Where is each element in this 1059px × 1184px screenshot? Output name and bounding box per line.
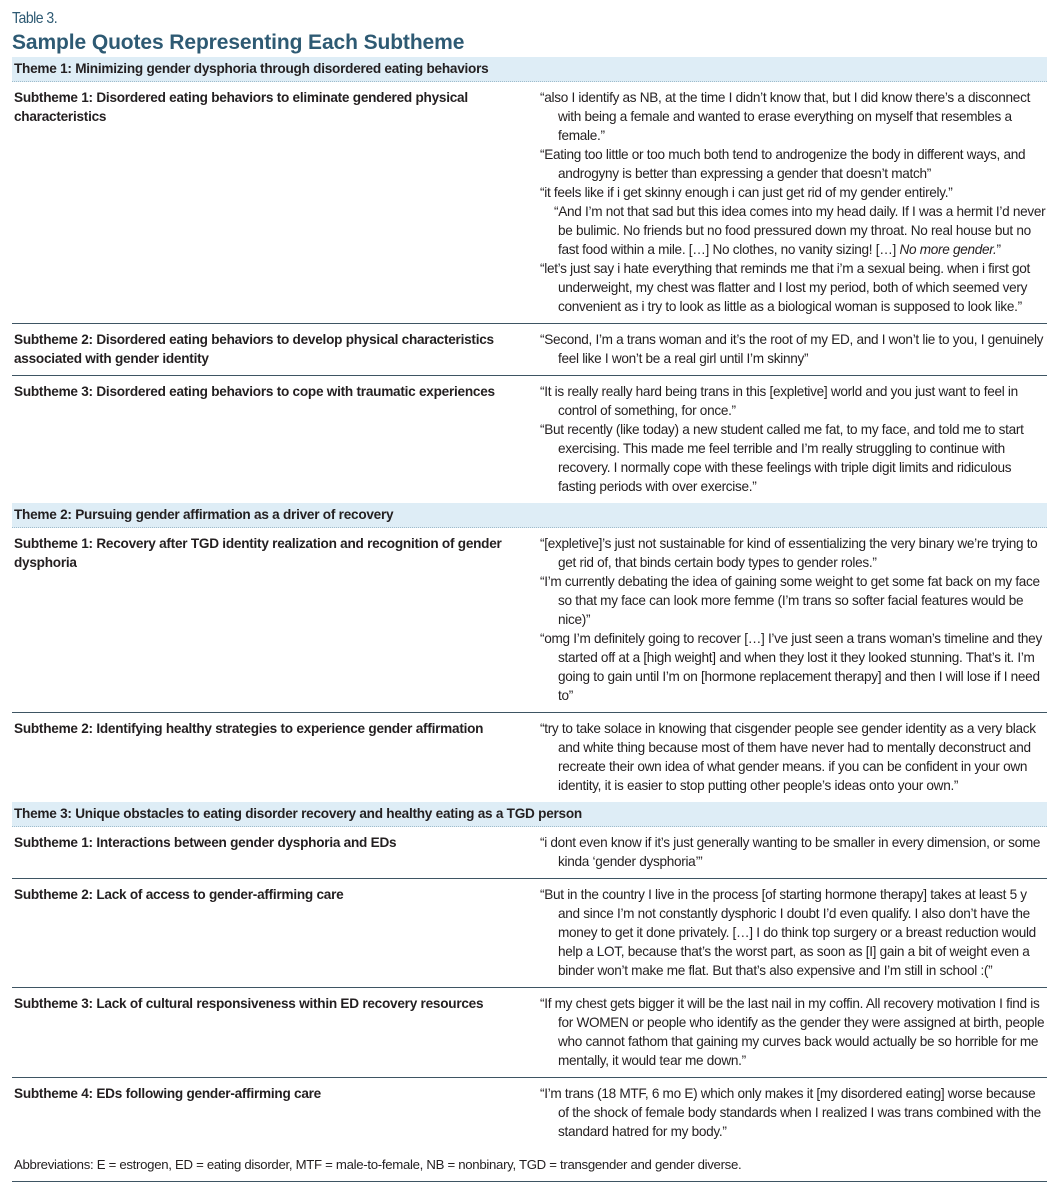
- quote-text: “also I identify as NB, at the time I didn’t know that, but I did know there’s a disconnect with being a female and wanted to erase everything on myself that resembles a female.”: [540, 90, 1031, 143]
- table-body: [12, 57, 1047, 1148]
- quote-text: “And I’m not that sad but this idea comes into my head daily. If I was a hermit I’d never be bulimic. No friends but no food pressured down my throat. No real house but no fast food within a mile. […] No clothes, no vanity sizing! […]: [554, 204, 1046, 257]
- table-row: [12, 528, 1047, 713]
- quote-text: “I’m currently debating the idea of gaining some weight to get some fat back on my face so that my face can look more femme (I’m trans so softer facial features would be nice)”: [540, 574, 1040, 627]
- theme-header: Theme 2: Pursuing gender affirmation as a driver of recovery: [12, 503, 1047, 528]
- quote-text: “It is really really hard being trans in this [expletive] world and you just want to feel in control of something, for once.”: [540, 384, 1018, 418]
- quote: [540, 259, 1047, 316]
- subtheme-title: Subtheme 3: Disordered eating behaviors to cope with traumatic experiences: [14, 384, 495, 399]
- subtheme-title: Subtheme 2: Disordered eating behaviors to develop physical characteristics associated with gender identity: [14, 332, 494, 366]
- subtheme-title: Subtheme 2: Lack of access to gender-affirming care: [14, 887, 344, 902]
- quote-text: “let’s just say i hate everything that reminds me that i’m a sexual being. when i first got underweight, my chest was flatter and I lost my period, both of which seemed very convenient as i try to look as little as a biological woman is supposed to look like.”: [540, 261, 1031, 314]
- table-row: [12, 988, 1047, 1078]
- quote: [540, 629, 1047, 705]
- table-row: [12, 376, 1047, 503]
- quote: [540, 534, 1047, 572]
- table-label: Table 3.: [12, 10, 58, 27]
- quote-text: “[expletive]’s just not sustainable for kind of essentializing the very binary we’re trying to get rid of, that binds certain body types to gender roles.”: [540, 536, 1038, 570]
- quotes-cell: [540, 534, 1047, 705]
- subtheme-title: Subtheme 4: EDs following gender-affirming care: [14, 1086, 321, 1101]
- theme-header: Theme 3: Unique obstacles to eating disorder recovery and healthy eating as a TGD person: [12, 802, 1047, 827]
- subtheme-title: Subtheme 2: Identifying healthy strategies to experience gender affirmation: [14, 721, 484, 736]
- quote: [540, 330, 1047, 368]
- quote-text: “But recently (like today) a new student called me fat, to my face, and told me to start exercising. This made me feel terrible and I’m really struggling to continue with recovery. I normally cope with these feelings with triple digit limits and ridiculous fasting periods with over exercise.”: [540, 422, 1024, 494]
- quote: [540, 833, 1047, 871]
- quotes-cell: [540, 1084, 1047, 1141]
- quote-close: ”: [996, 242, 1001, 257]
- quote-text: “I’m trans (18 MTF, 6 mo E) which only makes it [my disordered eating] worse because of the shock of female body standards when I realized I was trans combined with the standard hatred for my body.”: [540, 1086, 1041, 1139]
- quote: [540, 572, 1047, 629]
- quote: [540, 88, 1047, 145]
- table-row: [12, 324, 1047, 376]
- table-row: [12, 82, 1047, 324]
- quote-emphasis: No more gender.: [899, 242, 997, 257]
- quote-text: “try to take solace in knowing that cisgender people see gender identity as a very black and white thing because most of them have never had to mentally deconstruct and recreate their own idea of what gender means. if you can be confident in your own identity, it is easier to stop putting other people’s ideas onto your own.”: [540, 721, 1036, 793]
- quote: [540, 145, 1047, 183]
- quote: [540, 420, 1047, 496]
- quote-text: “i dont even know if it’s just generally wanting to be smaller in every dimension, or some kinda ‘gender dysphoria’”: [540, 835, 1041, 869]
- theme-header: Theme 1: Minimizing gender dysphoria through disordered eating behaviors: [12, 57, 1047, 82]
- quote-text: “If my chest gets bigger it will be the last nail in my coffin. All recovery motivation I find is for WOMEN or people who identify as the gender they were assigned at birth, people who cannot fathom that gaining my curves back would actually be so horrible for me mentally, it would tear me down.”: [540, 996, 1045, 1068]
- quotes-cell: [540, 330, 1047, 368]
- quotes-cell: [540, 994, 1047, 1070]
- quote-text: “omg I’m definitely going to recover […] I’ve just seen a trans woman’s timeline and they started off at a [high weight] and when they lost it they looked stunning. That’s it. I’m going to gain until I’m on [hormone replacement therapy] and then I will lose if I need to”: [540, 631, 1042, 703]
- quote-text: “Eating too little or too much both tend to androgenize the body in different ways, and androgyny is better than expressing a gender that doesn’t match”: [540, 147, 1026, 181]
- quote: [540, 719, 1047, 795]
- subtheme-title: Subtheme 1: Disordered eating behaviors to eliminate gendered physical characteristics: [14, 90, 468, 124]
- quotes-cell: [540, 382, 1047, 496]
- quote: [540, 994, 1047, 1070]
- table-title: Sample Quotes Representing Each Subtheme: [12, 31, 465, 54]
- quote: [540, 885, 1047, 980]
- quote: [540, 382, 1047, 420]
- quotes-cell: [540, 88, 1047, 316]
- quote: [540, 183, 1047, 202]
- quote-text: “it feels like if i get skinny enough i can just get rid of my gender entirely.”: [540, 185, 953, 200]
- quote-text: “Second, I’m a trans woman and it’s the root of my ED, and I won’t lie to you, I genuinely feel like I won’t be a real girl until I’m skinny”: [540, 332, 1044, 366]
- table-row: [12, 713, 1047, 802]
- table-row: [12, 1078, 1047, 1148]
- quote: [540, 202, 1047, 259]
- quote: [540, 1084, 1047, 1141]
- quotes-cell: [540, 719, 1047, 795]
- table-row: [12, 879, 1047, 988]
- subtheme-title: Subtheme 1: Recovery after TGD identity realization and recognition of gender dysphoria: [14, 536, 502, 570]
- abbreviations-footnote: Abbreviations: E = estrogen, ED = eating disorder, MTF = male-to-female, NB = nonbinary, TGD = transgender and gender diverse.: [12, 1148, 1047, 1182]
- table-row: [12, 827, 1047, 879]
- quote-text: “But in the country I live in the process [of starting hormone therapy] takes at least 5 y and since I’m not constantly dysphoric I doubt I’d even qualify. I also don’t have the money to get it done privately. […] I do think top surgery or a breast reduction would help a LOT, because that’s the worst part, as soon as [I] gain a bit of weight even a binder won’t make me flat. But that’s also expensive and I’m still in school :(”: [540, 887, 1036, 978]
- quotes-cell: [540, 833, 1047, 871]
- subtheme-title: Subtheme 1: Interactions between gender dysphoria and EDs: [14, 835, 397, 850]
- quotes-cell: [540, 885, 1047, 980]
- subtheme-title: Subtheme 3: Lack of cultural responsiveness within ED recovery resources: [14, 996, 484, 1011]
